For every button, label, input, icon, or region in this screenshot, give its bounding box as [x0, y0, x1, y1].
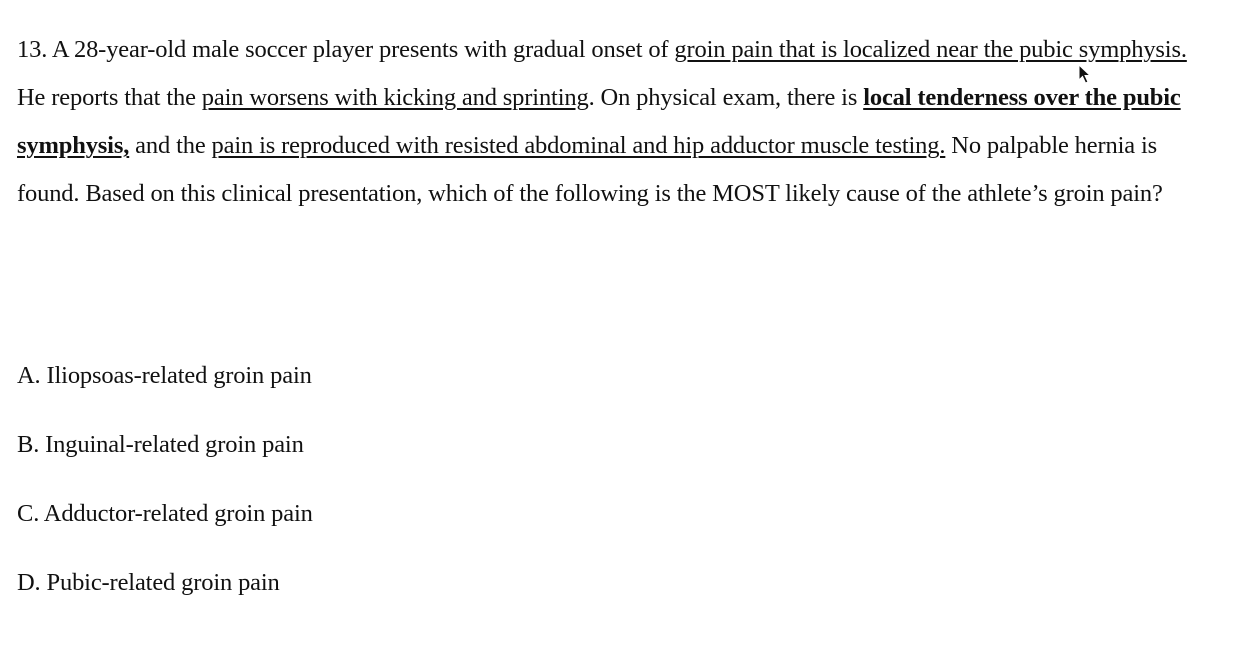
question-segment-7: and the	[129, 132, 212, 159]
option-a[interactable]: A. Iliopsoas-related groin pain	[17, 362, 312, 389]
mouse-pointer-icon	[1078, 64, 1092, 84]
option-b[interactable]: B. Inguinal-related groin pain	[17, 431, 304, 458]
question-text	[17, 26, 1207, 218]
question-segment-2: groin pain that is localized near the pubic symphysis.	[674, 36, 1187, 63]
question-segment-4: pain worsens with kicking and sprinting	[201, 84, 589, 111]
question-segment-9: No palpable hernia is found. Based on this clinical presentation, which of the following is the MOST likely cause of the athlete’s groin pain?	[17, 132, 1163, 207]
question-segment-8: pain is reproduced with resisted abdominal and hip adductor muscle testing.	[211, 132, 946, 159]
question-segment-3: He reports that the	[17, 84, 202, 111]
question-segment-6: local tenderness over the pubic symphysis,	[17, 84, 1181, 159]
option-d[interactable]: D. Pubic-related groin pain	[17, 569, 280, 596]
answer-options	[17, 358, 313, 634]
question-number: 13.	[17, 36, 48, 63]
option-c[interactable]: C. Adductor-related groin pain	[17, 500, 313, 527]
question-segment-5: . On physical exam, there is	[588, 84, 864, 111]
question-segment-1: A 28-year-old male soccer player presents with gradual onset of	[51, 36, 675, 63]
